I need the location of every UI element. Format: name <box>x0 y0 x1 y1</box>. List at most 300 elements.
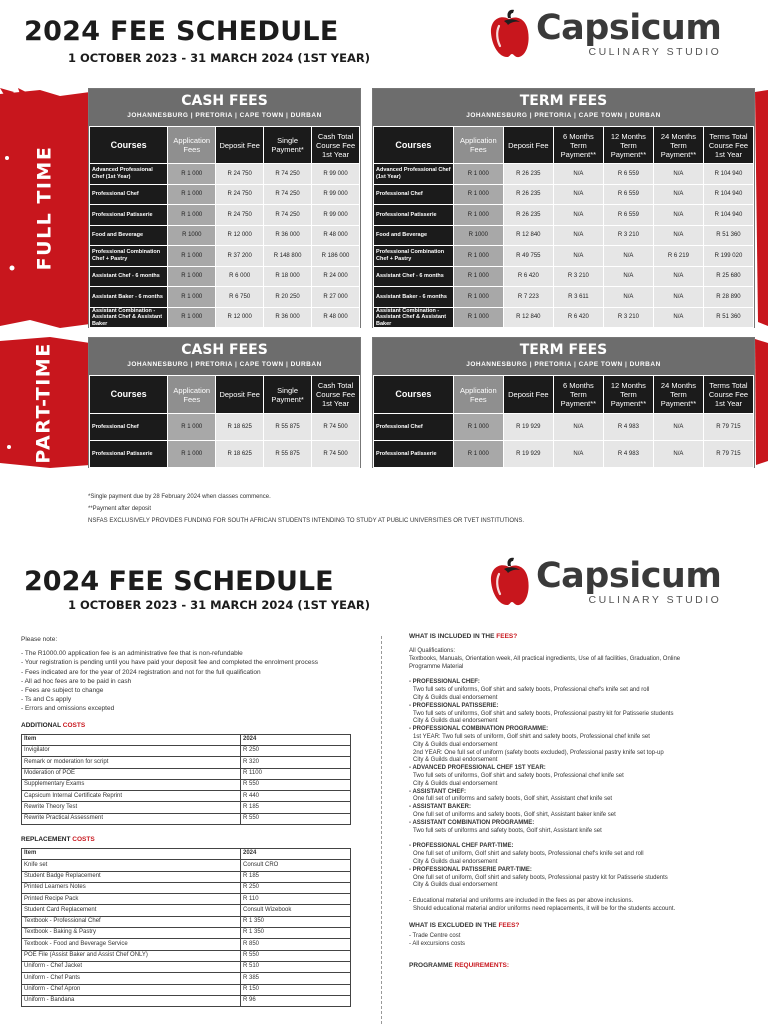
column-header: Deposit Fee <box>216 376 264 414</box>
brand-subtitle: CULINARY STUDIO <box>588 594 722 606</box>
included-line: One full set of uniform, Golf shirt and safety boots, Professional chef's knife set and roll <box>413 851 644 858</box>
fee-cell: R 3 611 <box>553 287 603 308</box>
fee-cell: R 1 000 <box>168 287 216 308</box>
course-name: Assistant Chef - 6 months <box>374 266 454 287</box>
course-name: Food and Beverage <box>90 225 168 246</box>
fee-cell: R 1 000 <box>453 184 503 205</box>
included-line: - PROFESSIONAL PATISSERIE: <box>409 702 499 709</box>
course-name: Assistant Combination - Assistant Chef & Assistant Baker <box>90 307 168 328</box>
notes-list <box>21 649 351 713</box>
fee-cell: R 18 625 <box>216 414 264 441</box>
note-item: - Fees are subject to change <box>21 687 104 695</box>
fee-cell: N/A <box>653 266 703 287</box>
full-time-term-fees-panel <box>372 88 755 328</box>
included-line: - PROFESSIONAL CHEF PART-TIME: <box>409 843 514 850</box>
included-line: City & Guilds dual endorsement <box>413 858 498 865</box>
table-row <box>90 205 360 226</box>
included-line: - ASSISTANT COMBINATION PROGRAMME: <box>409 819 535 826</box>
fee-cell: N/A <box>653 225 703 246</box>
brand-subtitle: CULINARY STUDIO <box>588 46 722 58</box>
fee-cell: R 199 020 <box>703 246 753 267</box>
fee-cell: R 1 000 <box>168 307 216 328</box>
table-row <box>22 905 351 916</box>
fee-cell: N/A <box>653 307 703 328</box>
table-row <box>22 973 351 984</box>
course-name: Advanced Professional Chef (1st Year) <box>374 164 454 185</box>
fee-cell: R 6 420 <box>553 307 603 328</box>
fee-cell: R 1 000 <box>453 266 503 287</box>
item-name: Textbook - Professional Chef <box>22 916 241 927</box>
table-row <box>22 928 351 939</box>
item-price: R 440 <box>241 791 351 802</box>
included-line: - Educational material and uniforms are included in the fees as per above inclusions. <box>409 898 634 905</box>
fee-cell: N/A <box>653 205 703 226</box>
item-name: Invigilator <box>22 745 241 756</box>
fee-cell: R 20 250 <box>264 287 312 308</box>
table-row <box>22 745 351 756</box>
page-subtitle: 1 OCTOBER 2023 - 31 MARCH 2024 (1ST YEAR) <box>68 598 370 612</box>
fee-cell: R 24 000 <box>312 266 360 287</box>
fee-cell: N/A <box>603 246 653 267</box>
fee-cell: R 3 210 <box>603 307 653 328</box>
table-row <box>22 995 351 1006</box>
fee-cell: R 186 000 <box>312 246 360 267</box>
course-name: Assistant Combination - Assistant Chef & Assistant Baker <box>374 307 454 328</box>
spacer <box>409 835 754 843</box>
column-header: Application Fees <box>453 376 503 414</box>
excluded-list <box>409 933 754 949</box>
item-price: Consult Wizebook <box>241 905 351 916</box>
included-line: - PROFESSIONAL CHEF: <box>409 679 480 686</box>
item-price: R 550 <box>241 779 351 790</box>
column-header: Deposit Fee <box>503 376 553 414</box>
column-header: Item <box>22 849 241 860</box>
fee-cell: N/A <box>553 225 603 246</box>
table-header-row <box>90 376 360 414</box>
fee-cell: R 12 000 <box>216 225 264 246</box>
item-name: Uniform - Bandana <box>22 995 241 1006</box>
item-price: R 185 <box>241 871 351 882</box>
table-row <box>374 184 754 205</box>
included-title: WHAT IS INCLUDED IN THE FEES? <box>409 633 518 640</box>
column-header: 2024 <box>241 849 351 860</box>
notes-column <box>21 635 351 1007</box>
fee-cell: N/A <box>553 184 603 205</box>
table-row <box>374 287 754 308</box>
table-row <box>90 441 360 468</box>
table-row <box>374 441 754 468</box>
item-price: R 110 <box>241 894 351 905</box>
column-header: 24 Months Term Payment** <box>653 376 703 414</box>
fee-cell: R 4 983 <box>603 414 653 441</box>
panel-title: TERM FEES <box>519 342 608 358</box>
capsicum-logo <box>486 556 721 608</box>
full-time-cash-fees-panel <box>88 88 361 328</box>
fee-cell: R 12 000 <box>216 307 264 328</box>
included-line: - PROFESSIONAL COMBINATION PROGRAMME: <box>409 726 549 733</box>
fee-cell: N/A <box>603 287 653 308</box>
course-name: Professional Combination Chef + Pastry <box>90 246 168 267</box>
course-name: Assistant Baker - 6 months <box>90 287 168 308</box>
fee-cell: N/A <box>553 441 603 468</box>
column-header: Deposit Fee <box>216 127 264 164</box>
column-header: Item <box>22 734 241 745</box>
item-price: R 185 <box>241 802 351 813</box>
fee-cell: R 148 800 <box>264 246 312 267</box>
table-row <box>374 205 754 226</box>
fee-cell: N/A <box>553 164 603 185</box>
item-name: Rewrite Theory Test <box>22 802 241 813</box>
panel-title: TERM FEES <box>519 93 608 109</box>
included-line: All Qualifications: <box>409 648 456 654</box>
fee-cell: N/A <box>553 246 603 267</box>
fee-cell: R 24 750 <box>216 164 264 185</box>
fee-cell: R 6 420 <box>503 266 553 287</box>
fee-cell: R 26 235 <box>503 205 553 226</box>
column-header: Terms Total Course Fee 1st Year <box>703 376 753 414</box>
note-heading: Please note: <box>21 636 58 643</box>
part-time-cash-fees-panel <box>88 337 361 468</box>
inclusions-column <box>409 633 754 977</box>
fee-cell: R 79 715 <box>703 414 753 441</box>
part-time-band <box>0 337 768 468</box>
table-header-row <box>90 127 360 164</box>
panel-cities: JOHANNESBURG | PRETORIA | CAPE TOWN | DURBAN <box>466 112 661 119</box>
note-item: - Your registration is pending until you have paid your deposit fee and completed the enrolment process <box>21 659 319 667</box>
fee-cell: R 74 250 <box>264 164 312 185</box>
table-row <box>374 225 754 246</box>
included-line: - PROFESSIONAL PATISSERIE PART-TIME: <box>409 866 532 873</box>
full-time-term-table <box>373 126 754 328</box>
fee-cell: R 6 750 <box>216 287 264 308</box>
fee-cell: R 1 000 <box>453 414 503 441</box>
fee-cell: R 51 360 <box>703 307 753 328</box>
requirements-title: PROGRAMME REQUIREMENTS: <box>409 962 510 970</box>
page-title: 2024 FEE SCHEDULE <box>24 16 339 47</box>
column-header: 12 Months Term Payment** <box>603 376 653 414</box>
included-line: One full set of uniforms and safety boots, Golf shirt, Assistant baker knife set <box>413 811 616 818</box>
fee-cell: R 7 223 <box>503 287 553 308</box>
fee-cell: R 1000 <box>453 225 503 246</box>
item-price: R 1 350 <box>241 928 351 939</box>
excluded-title: WHAT IS EXCLUDED IN THE FEES? <box>409 921 520 929</box>
item-name: Student Card Replacement <box>22 905 241 916</box>
included-line: Should educational material and/or uniforms need replacements, it will be for the students account. <box>413 905 676 912</box>
full-time-band <box>0 88 768 328</box>
fee-cell: R 26 235 <box>503 164 553 185</box>
course-name: Professional Combination Chef + Pastry <box>374 246 454 267</box>
fee-cell: R 4 983 <box>603 441 653 468</box>
note-item: - Errors and omissions excepted <box>21 705 115 713</box>
item-name: Capsicum Internal Certificate Reprint <box>22 791 241 802</box>
footnote: **Payment after deposit <box>88 506 152 512</box>
fee-cell: R 1 000 <box>453 205 503 226</box>
additional-costs-table <box>21 734 351 825</box>
item-name: Textbook - Baking & Pastry <box>22 928 241 939</box>
item-name: Supplementary Exams <box>22 779 241 790</box>
table-row <box>22 813 351 824</box>
item-name: Remark or moderation for script <box>22 757 241 768</box>
item-price: R 510 <box>241 961 351 972</box>
fee-cell: R 74 250 <box>264 184 312 205</box>
replacement-costs-title: REPLACEMENT COSTS <box>21 836 95 843</box>
column-header: 12 Months Term Payment** <box>603 127 653 164</box>
table-row <box>90 414 360 441</box>
fee-cell: R 1 000 <box>168 205 216 226</box>
part-time-label: PART-TIME <box>33 341 55 464</box>
course-name: Professional Patisserie <box>374 441 454 468</box>
table-row <box>22 894 351 905</box>
item-name: Textbook - Food and Beverage Service <box>22 939 241 950</box>
item-name: Moderation of POE <box>22 768 241 779</box>
fee-cell: R 19 929 <box>503 414 553 441</box>
table-row <box>90 225 360 246</box>
part-time-term-table <box>373 375 754 468</box>
included-line: City & Guilds dual endorsement <box>413 718 498 725</box>
included-line: City & Guilds dual endorsement <box>413 741 498 748</box>
table-row <box>22 757 351 768</box>
table-row <box>22 791 351 802</box>
spacer <box>409 890 754 898</box>
column-header: Single Payment* <box>264 376 312 414</box>
fee-cell: N/A <box>553 205 603 226</box>
full-time-cash-table <box>89 126 360 328</box>
course-name: Assistant Chef - 6 months <box>90 266 168 287</box>
column-header: Application Fees <box>168 127 216 164</box>
fee-cell: R 104 940 <box>703 164 753 185</box>
included-line: Textbooks, Manuals, Orientation week, All practical ingredients, Use of all facilities, Graduation, Online <box>409 655 681 662</box>
course-name: Professional Patisserie <box>374 205 454 226</box>
table-row <box>374 266 754 287</box>
fee-cell: R 74 500 <box>312 441 360 468</box>
footnote: *Single payment due by 28 February 2024 when classes commence. <box>88 494 271 500</box>
item-name: Uniform - Chef Apron <box>22 984 241 995</box>
fee-cell: R 1 000 <box>168 266 216 287</box>
column-header: Courses <box>90 376 168 414</box>
fee-cell: R 26 235 <box>503 184 553 205</box>
course-name: Assistant Baker - 6 months <box>374 287 454 308</box>
item-name: Knife set <box>22 860 241 871</box>
course-name: Professional Patisserie <box>90 441 168 468</box>
column-header: 6 Months Term Payment** <box>553 127 603 164</box>
fee-cell: R 6 559 <box>603 164 653 185</box>
table-row <box>90 307 360 328</box>
item-price: R 1100 <box>241 768 351 779</box>
note-item: - Ts and Cs apply <box>21 696 72 704</box>
item-name: Student Badge Replacement <box>22 871 241 882</box>
column-header: Application Fees <box>453 127 503 164</box>
item-price: R 250 <box>241 882 351 893</box>
fee-cell: R 1 000 <box>453 287 503 308</box>
panel-cities: JOHANNESBURG | PRETORIA | CAPE TOWN | DURBAN <box>466 361 661 368</box>
fee-cell: R 99 000 <box>312 205 360 226</box>
pepper-icon <box>486 8 532 60</box>
table-row <box>22 939 351 950</box>
table-row <box>22 779 351 790</box>
included-list <box>409 648 754 914</box>
column-header: Single Payment* <box>264 127 312 164</box>
fee-cell: R 1000 <box>168 225 216 246</box>
course-name: Professional Chef <box>374 184 454 205</box>
spacer <box>409 671 754 679</box>
fee-cell: R 28 890 <box>703 287 753 308</box>
item-name: Uniform - Chef Pants <box>22 973 241 984</box>
fee-cell: N/A <box>653 164 703 185</box>
included-line: 2nd YEAR: One full set of uniform (safety boots excluded), Professional pastry knife set top-up <box>413 749 664 756</box>
item-price: R 250 <box>241 745 351 756</box>
fee-cell: R 1 000 <box>453 307 503 328</box>
item-name: Printed Learners Notes <box>22 882 241 893</box>
fee-cell: R 12 840 <box>503 307 553 328</box>
fee-cell: R 99 000 <box>312 184 360 205</box>
table-row <box>22 916 351 927</box>
item-price: R 320 <box>241 757 351 768</box>
table-row <box>374 246 754 267</box>
included-line: City & Guilds dual endorsement <box>413 694 498 701</box>
item-price: R 550 <box>241 813 351 824</box>
item-name: Uniform - Chef Jacket <box>22 961 241 972</box>
fee-cell: R 79 715 <box>703 441 753 468</box>
column-header: Courses <box>90 127 168 164</box>
table-row <box>374 307 754 328</box>
column-header: 24 Months Term Payment** <box>653 127 703 164</box>
fee-cell: R 27 000 <box>312 287 360 308</box>
item-name: POE File (Assist Baker and Assist Chef ONLY) <box>22 950 241 961</box>
column-header: Deposit Fee <box>503 127 553 164</box>
part-time-term-fees-panel <box>372 337 755 468</box>
table-header-row <box>374 376 754 414</box>
fee-cell: R 1 000 <box>168 441 216 468</box>
column-header: Cash Total Course Fee 1st Year <box>312 376 360 414</box>
panel-title: CASH FEES <box>181 93 268 109</box>
capsicum-logo <box>486 8 721 60</box>
column-header: Courses <box>374 376 454 414</box>
included-line: - ASSISTANT BAKER: <box>409 804 471 811</box>
fee-cell: R 49 755 <box>503 246 553 267</box>
table-row <box>90 184 360 205</box>
panel-cities: JOHANNESBURG | PRETORIA | CAPE TOWN | DURBAN <box>127 112 322 119</box>
item-price: R 96 <box>241 995 351 1006</box>
fee-cell: R 25 680 <box>703 266 753 287</box>
included-line: Two full sets of uniforms, Golf shirt and safety boots, Professional chef's knife set and roll <box>413 687 650 694</box>
footnotes <box>88 491 524 527</box>
fee-cell: R 74 250 <box>264 205 312 226</box>
fee-cell: R 3 210 <box>553 266 603 287</box>
included-line: - ASSISTANT CHEF: <box>409 788 466 795</box>
fee-cell: R 1 000 <box>453 246 503 267</box>
item-price: Consult CRO <box>241 860 351 871</box>
fee-cell: R 18 000 <box>264 266 312 287</box>
column-header: Application Fees <box>168 376 216 414</box>
included-line: Programme Material <box>409 663 464 670</box>
pepper-icon <box>486 556 532 608</box>
item-price: R 385 <box>241 973 351 984</box>
note-item: - The R1000.00 application fee is an administrative fee that is non-refundable <box>21 650 243 658</box>
fee-cell: N/A <box>653 414 703 441</box>
table-row <box>374 414 754 441</box>
table-row <box>22 768 351 779</box>
column-header: Terms Total Course Fee 1st Year <box>703 127 753 164</box>
course-name: Advanced Professional Chef (1st Year) <box>90 164 168 185</box>
note-item: - Fees indicated are for the year of 2024 registration and not for the full qualification <box>21 668 261 676</box>
included-line: City & Guilds dual endorsement <box>413 882 498 889</box>
fee-cell: R 104 940 <box>703 184 753 205</box>
excluded-line: - Trade Centre cost <box>409 932 461 939</box>
included-line: - ADVANCED PROFESSIONAL CHEF 1ST YEAR: <box>409 765 546 772</box>
course-name: Professional Chef <box>90 414 168 441</box>
item-price: R 550 <box>241 950 351 961</box>
course-name: Food and Beverage <box>374 225 454 246</box>
fee-cell: N/A <box>653 184 703 205</box>
included-line: City & Guilds dual endorsement <box>413 757 498 764</box>
fee-cell: R 24 750 <box>216 205 264 226</box>
panel-cities: JOHANNESBURG | PRETORIA | CAPE TOWN | DURBAN <box>127 361 322 368</box>
fee-cell: R 1 000 <box>453 441 503 468</box>
included-line: Two full sets of uniforms, Golf shirt and safety boots, Professional chef knife set <box>413 772 624 779</box>
fee-cell: R 104 940 <box>703 205 753 226</box>
replacement-costs-table <box>21 848 351 1007</box>
included-line: Two full sets of uniforms, Golf shirt and safety boots, Professional pastry kit for Patisserie students <box>413 710 674 717</box>
fee-cell: R 12 840 <box>503 225 553 246</box>
page-subtitle: 1 OCTOBER 2023 - 31 MARCH 2024 (1ST YEAR) <box>68 51 370 65</box>
course-name: Professional Patisserie <box>90 205 168 226</box>
table-row <box>22 860 351 871</box>
fee-cell: R 99 000 <box>312 164 360 185</box>
fee-cell: R 3 210 <box>603 225 653 246</box>
included-line: 1st YEAR: Two full sets of uniform, Golf shirt and safety boots, Professional chef knife set <box>413 733 650 740</box>
table-row <box>22 871 351 882</box>
item-name: Printed Recipe Pack <box>22 894 241 905</box>
fee-cell: R 48 000 <box>312 307 360 328</box>
fee-cell: N/A <box>553 414 603 441</box>
table-row <box>90 266 360 287</box>
fee-cell: R 37 200 <box>216 246 264 267</box>
fee-cell: R 6 219 <box>653 246 703 267</box>
fee-cell: R 1 000 <box>168 164 216 185</box>
fee-cell: R 74 500 <box>312 414 360 441</box>
item-price: R 1 350 <box>241 916 351 927</box>
column-divider <box>381 636 382 1024</box>
item-price: R 150 <box>241 984 351 995</box>
fee-cell: R 6 559 <box>603 205 653 226</box>
fee-cell: R 51 360 <box>703 225 753 246</box>
excluded-line: - All excursions costs <box>409 940 466 947</box>
additional-costs-title: ADDITIONAL COSTS <box>21 721 86 729</box>
fee-cell: R 48 000 <box>312 225 360 246</box>
table-row <box>90 246 360 267</box>
full-time-label: FULL TIME <box>33 145 55 271</box>
fee-cell: R 6 559 <box>603 184 653 205</box>
table-row <box>22 984 351 995</box>
fee-cell: R 6 000 <box>216 266 264 287</box>
included-line: One full set of uniforms and safety boots, Golf shirt, Assistant chef knife set <box>413 796 613 803</box>
panel-title: CASH FEES <box>181 342 268 358</box>
item-price: R 850 <box>241 939 351 950</box>
column-header: Courses <box>374 127 454 164</box>
fee-cell: R 1 000 <box>168 184 216 205</box>
fee-cell: R 36 000 <box>264 225 312 246</box>
fee-cell: R 55 875 <box>264 414 312 441</box>
fee-cell: R 1 000 <box>168 246 216 267</box>
column-header: 2024 <box>241 734 351 745</box>
footnote: NSFAS EXCLUSIVELY PROVIDES FUNDING FOR SOUTH AFRICAN STUDENTS INTENDING TO STUDY AT PUBLIC UNIVERSITIES OR TVET INSTITUTIONS. <box>88 518 525 524</box>
table-row <box>374 164 754 185</box>
table-row <box>22 882 351 893</box>
fee-schedule-page-2 <box>0 548 768 1024</box>
table-row <box>90 164 360 185</box>
included-line: One full set of uniform, Golf shirt and safety boots, Professional pastry kit for Patisserie students <box>413 874 668 881</box>
fee-cell: R 19 929 <box>503 441 553 468</box>
